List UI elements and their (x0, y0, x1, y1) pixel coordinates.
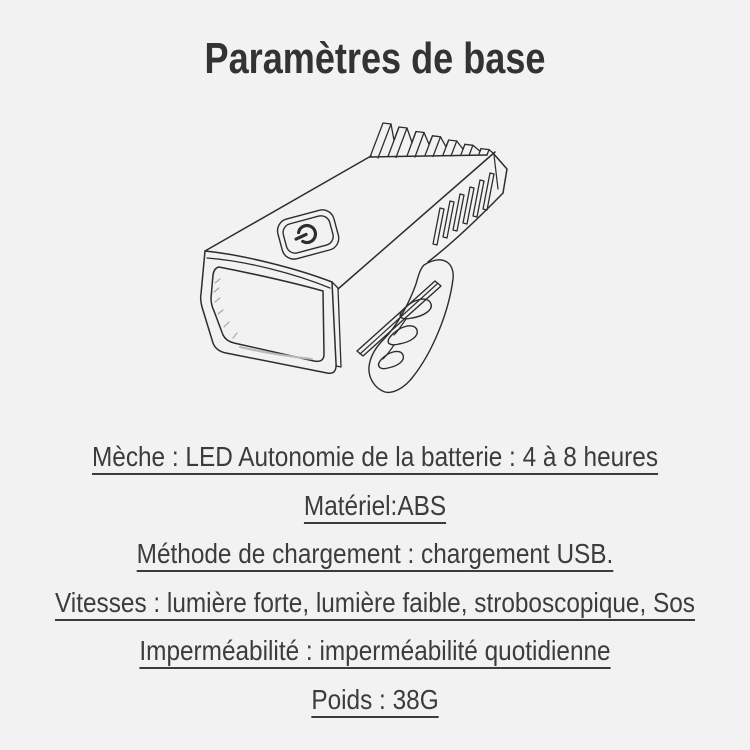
mount-clip-icon (357, 260, 453, 392)
spec-line-material: Matériel:ABS (303, 489, 447, 521)
spec-line-wick-battery: Mèche : LED Autonomie de la batterie : 4 à 8 heures (91, 441, 659, 473)
page-title: Paramètres de base (204, 34, 546, 83)
spec-line-waterproof: Imperméabilité : imperméabilité quotidienne (139, 635, 611, 667)
product-illustration (190, 95, 550, 435)
power-button-icon (275, 207, 342, 262)
front-lens-icon (211, 267, 324, 361)
spec-line-charging: Méthode de chargement : chargement USB. (136, 538, 614, 570)
side-vents-icon (433, 173, 494, 245)
spec-line-weight: Poids : 38G (311, 683, 439, 715)
bike-headlight-line-art (190, 95, 550, 435)
spec-line-modes: Vitesses : lumière forte, lumière faible, stroboscopique, Sos (55, 586, 695, 618)
spec-list (0, 433, 750, 724)
cooling-fins-icon (370, 123, 493, 158)
